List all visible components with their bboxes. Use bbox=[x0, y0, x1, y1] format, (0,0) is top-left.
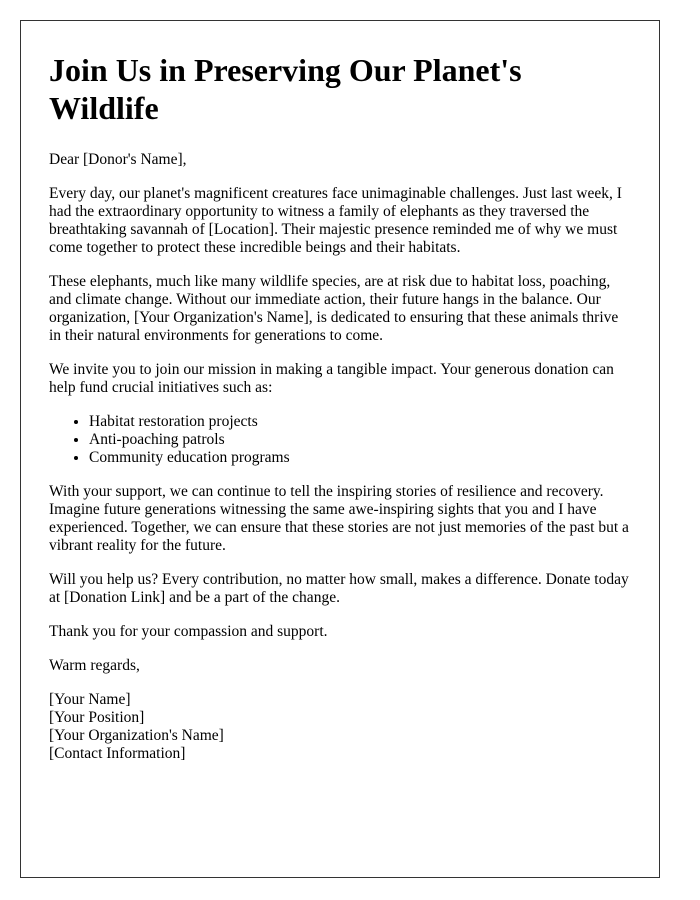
signature-block bbox=[49, 691, 631, 763]
thank-you-line: Thank you for your compassion and support. bbox=[49, 623, 328, 640]
list-item: • Community education programs bbox=[89, 449, 631, 467]
body-paragraph-3: We invite you to join our mission in making a tangible impact. Your generous donation can help fund crucial initiatives such as: bbox=[49, 361, 614, 396]
signature-contact: [Contact Information] bbox=[49, 745, 186, 762]
signature-position: [Your Position] bbox=[49, 709, 145, 726]
sign-off: Warm regards, bbox=[49, 657, 140, 674]
closing-paragraph-1: With your support, we can continue to tell the inspiring stories of resilience and recovery. Imagine future generations witnessing the same awe-inspiring sights that you and I have experienced. Together, we can ensure that these stories are not just memories of the past but a vibrant reality for the future. bbox=[49, 483, 629, 554]
body-paragraph-2: These elephants, much like many wildlife species, are at risk due to habitat loss, poaching, and climate change. Without our immediate action, their future hangs in the balance. Our organization, [Your Organization's Name], is dedicated to ensuring that these animals thrive in their natural environments for generations to come. bbox=[49, 273, 619, 344]
letter-title: Join Us in Preserving Our Planet's Wildlife bbox=[49, 52, 522, 126]
body-paragraph-1: Every day, our planet's magnificent creatures face unimaginable challenges. Just last week, I had the extraordinary opportunity to witness a family of elephants as they traversed the breathtaking savannah of [Location]. Their majestic presence reminded me of why we must come together to protect these incredible beings and their habitats. bbox=[49, 185, 622, 256]
signature-organization: [Your Organization's Name] bbox=[49, 727, 224, 744]
initiatives-list bbox=[49, 413, 631, 467]
list-item: • Anti-poaching patrols bbox=[89, 431, 631, 449]
salutation: Dear [Donor's Name], bbox=[49, 151, 187, 168]
closing-paragraph-2: Will you help us? Every contribution, no matter how small, makes a difference. Donate today at [Donation Link] and be a part of the change. bbox=[49, 571, 629, 606]
list-item: • Habitat restoration projects bbox=[89, 413, 631, 431]
signature-name: [Your Name] bbox=[49, 691, 131, 708]
letter-page bbox=[20, 20, 660, 878]
